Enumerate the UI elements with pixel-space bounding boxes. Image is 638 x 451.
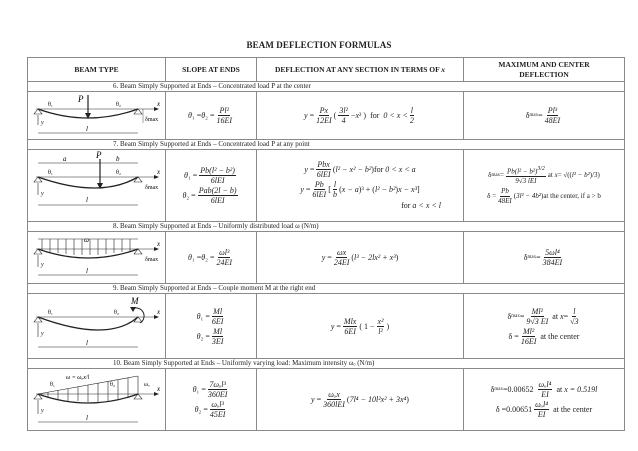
svg-text:δmax: δmax [145,184,159,191]
row-label [28,140,625,150]
svg-text:ωₒ: ωₒ [144,381,150,388]
svg-text:l: l [86,339,88,347]
svg-text:b: b [116,154,120,163]
svg-text:l: l [86,195,88,204]
max-cell-10: δ max = 0.00652 $\frac{\text{ωₒl⁴}}{EI}$ at x = 0.519l δ = 0.00651 $\frac{\text{ωₒl⁴}}{EI}$ at the center [464,369,625,431]
beam-diagram-offset-load-icon [28,151,166,221]
table-row [28,150,625,222]
row-label [28,82,625,92]
beam-diagram-7 [28,150,166,222]
page-title: BEAM DEFLECTION FORMULAS [246,40,392,50]
svg-text:M: M [131,296,139,306]
svg-text:θ₂: θ₂ [116,101,121,108]
svg-text:y: y [41,119,44,126]
header-max: MAXIMUM AND CENTER DEFLECTION [464,58,625,82]
svg-text:l: l [86,413,88,422]
beam-diagram-varying-load-icon [28,370,166,430]
row-8-label: 8. Beam Simply Supported at Ends – Uniformly distributed load ω (N/m) [28,222,625,232]
svg-text:θ₁: θ₁ [48,169,53,176]
max-cell-6: δ max = $\frac{\text{Pl³}}{48EI}$ [464,92,625,140]
deflection-cell-8: y = $\frac{\omega x}{24EI}$ ( l³ − 2lx² + x³ ) [257,232,464,284]
row-6-label: 6. Beam Simply Supported at Ends – Concentrated load P at the center [28,82,625,92]
svg-text:P: P [96,150,102,160]
svg-text:θ₂: θ₂ [114,310,119,316]
table-row [28,294,625,359]
svg-text:x: x [157,167,161,176]
deflection-cell-7: y = $\frac{\text{Pbx}}{\text{6lEI}}$ ( l² − x² − b² ) for 0 < x < a y = $\frac{Pb}{\text{6lEI}}$ [ $\frac{l}{b}$ ( x − a )³ + ( l² − b² ) x − x³ ] for a < x < l [257,150,464,222]
header-beam-type: BEAM TYPE [28,58,166,82]
header-slope: SLOPE AT ENDS [166,58,257,82]
svg-text:θ₂: θ₂ [116,169,121,176]
svg-text:y: y [41,190,44,197]
deflection-cell-9: y = $\frac{\text{Mlx}}{6EI}$ ( 1 − $\frac{\text{x²}}{\text{l²}}$ ) [257,294,464,359]
beam-diagram-uniform-load-icon [28,233,166,283]
svg-text:x: x [157,384,161,393]
slope-cell-7: θ ₁ = $\frac{\text{Pb(l² − b²)}}{\text{6lEI}}$ θ ₂ = $\frac{\text{Pab(2l − b)}}{\text{6lEI}}$ [166,150,257,222]
deflection-cell-6: y = $\frac{Px}{12EI}$ ( $\frac{\text{3l²}}{4}$ − x ² ) for 0 < x < $\frac{l}{2}$ [257,92,464,140]
svg-text:P: P [78,93,84,104]
beam-formulas-table [27,57,625,431]
max-cell-7: δ max = $\frac{Pb(l^2 - b^2)^{3/2}}{\text{9√3 lEI}}$ at x = √(( l² − b² )/3) δ = $\frac{Pb}{48EI}$ ( 3l² − 4b² ) at the center, if a > b [464,150,625,222]
svg-text:y: y [41,331,44,337]
svg-text:ω = ωₒx/l: ω = ωₒx/l [66,374,90,381]
slope-cell-8: θ ₁ = θ ₂ = $\frac{\text{ωl³}}{24EI}$ [166,232,257,284]
deflection-cell-10: y = $\frac{\text{ωₒx}}{\text{360lEI}}$ ( 7l⁴ − 10l²x² + 3x⁴ ) [257,369,464,431]
table-row [28,92,625,140]
svg-text:δmax: δmax [145,256,159,263]
svg-text:l: l [86,124,88,133]
svg-text:x: x [157,239,161,248]
beam-diagram-center-load-icon [28,93,166,139]
header-deflection: DEFLECTION AT ANY SECTION IN TERMS OF x [257,58,464,82]
svg-text:ω: ω [84,235,89,244]
header-row [28,58,625,82]
table-row [28,369,625,431]
svg-text:y: y [41,407,44,414]
svg-text:x: x [157,308,161,316]
slope-cell-6: θ ₁ = θ ₂ = $\frac{\text{Pl²}}{16EI}$ [166,92,257,140]
beam-diagram-8 [28,232,166,284]
beam-diagram-couple-moment-icon [28,295,166,357]
svg-text:a: a [63,154,67,163]
slope-cell-10: θ ₁ = $\frac{\text{7ωₒl³}}{360EI}$ θ ₂ = $\frac{\text{ωₒl³}}{45EI}$ [166,369,257,431]
max-cell-9: δ max = $\frac{\text{Ml²}}{9√3 EI}$ at x = $\frac{l}{√3}$ δ = $\frac{\text{Ml²}}{16EI}$ at the center [464,294,625,359]
row-7-label: 7. Beam Simply Supported at Ends – Concentrated load P at any point [28,140,625,150]
max-cell-8: δ max = $\frac{\text{5ωl⁴}}{384EI}$ [464,232,625,284]
row-label [28,284,625,294]
svg-text:l: l [86,266,88,275]
row-10-label: 10. Beam Simply Supported at Ends – Uniformly varying load: Maximum intensity ωₒ (N/m) [28,359,625,369]
row-label [28,359,625,369]
table-row [28,232,625,284]
svg-text:θ₂: θ₂ [110,381,115,388]
svg-text:θ₁: θ₁ [48,101,53,108]
svg-text:δmax: δmax [145,116,159,123]
svg-text:y: y [41,261,44,268]
beam-diagram-9 [28,294,166,359]
svg-text:θ₁: θ₁ [48,310,53,316]
beam-diagram-10 [28,369,166,431]
svg-text:x: x [157,99,161,108]
row-9-label: 9. Beam Simply Supported at Ends – Couple moment M at the right end [28,284,625,294]
svg-text:θ₁: θ₁ [50,381,55,388]
row-label [28,222,625,232]
slope-cell-9: θ ₁ = $\frac{Ml}{6EI}$ θ ₂ = $\frac{Ml}{3EI}$ [166,294,257,359]
beam-diagram-6 [28,92,166,140]
